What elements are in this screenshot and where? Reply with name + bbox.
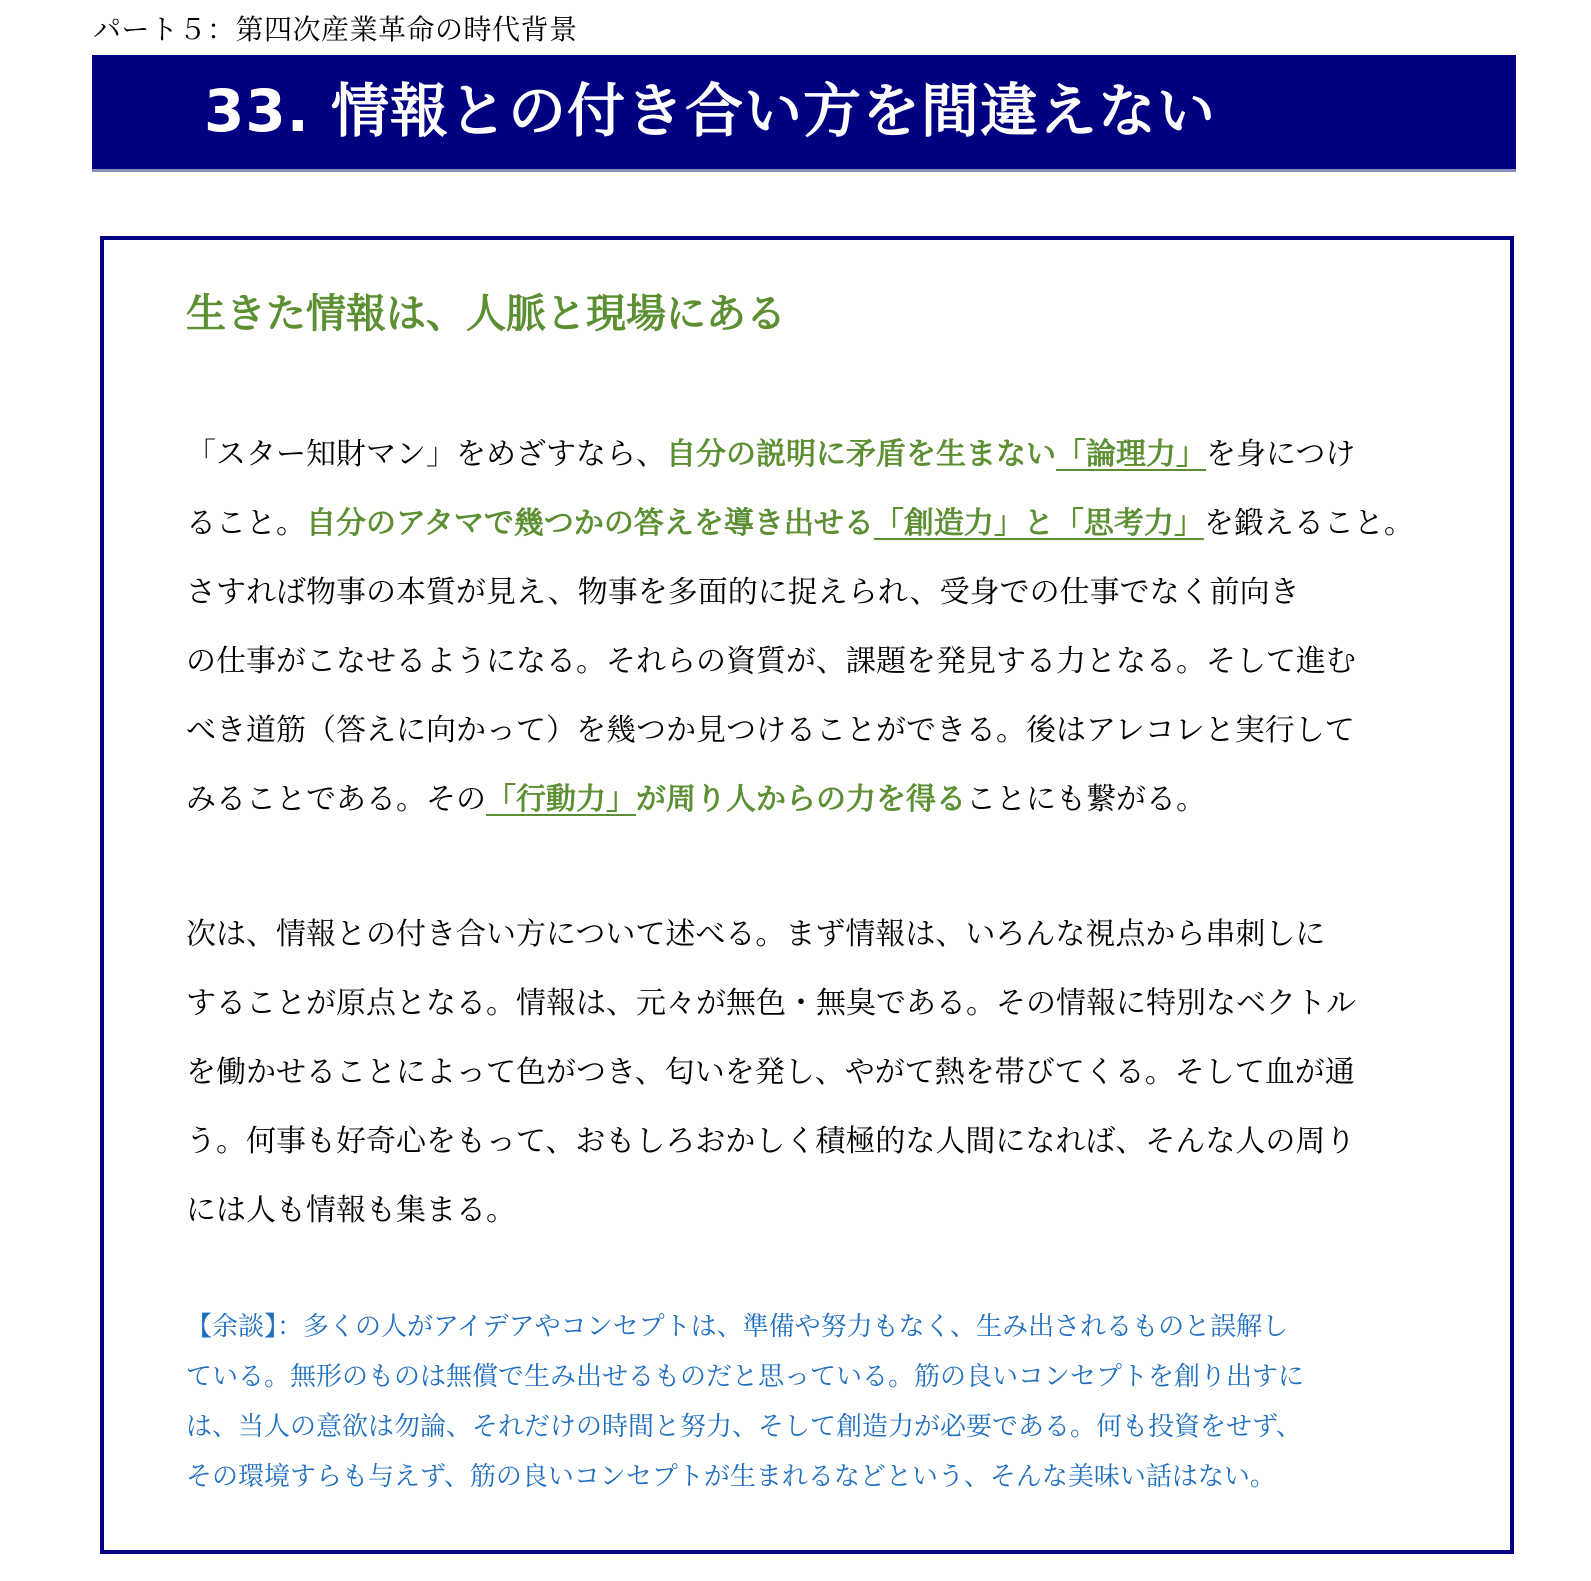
text-span: ことにも繋がる。 [966,782,1206,817]
text-span: みることである。その [186,782,486,817]
paragraph-line [186,420,1416,489]
aside-line: ている。無形のものは無償で生み出せるものだと思っている。筋の良いコンセプトを創り出すに [186,1362,1305,1392]
paragraph-2 [186,900,1416,1245]
paragraph-line: う。何事も好奇心をもって、おもしろおかしく積極的な人間になれば、そんな人の周り [186,1124,1356,1159]
content-box [100,236,1514,1554]
text-span: ること。 [186,506,306,541]
paragraph-line: には人も情報も集まる。 [186,1193,516,1228]
highlight-text: 自分のアタマで幾つかの答えを導き出せる [306,506,874,541]
text-span: を身につけ [1206,437,1356,472]
aside-line: 【余談】：多くの人がアイデアやコンセプトは、準備や努力もなく、生み出されるものと誤解し [186,1312,1289,1342]
part-label: パート５：第四次産業革命の時代背景 [93,13,578,46]
paragraph-line: を働かせることによって色がつき、匂いを発し、やがて熱を帯びてくる。そして血が通 [186,1055,1355,1090]
underlined-keyword: 「行動力」 [486,782,636,817]
title-bar [92,55,1516,172]
underlined-keyword: 「創造力」と「思考力」 [873,506,1204,541]
section-subtitle: 生きた情報は、人脈と現場にある [186,291,786,337]
paragraph-line: さすれば物事の本質が見え、物事を多面的に捉えられ、受身での仕事でなく前向き [186,575,1300,610]
paragraph-line: 次は、情報との付き合い方について述べる。まず情報は、いろんな視点から串刺しに [186,917,1326,952]
text-span: を鍛えること。 [1203,506,1414,541]
aside-line: は、当人の意欲は勿論、それだけの時間と努力、そして創造力が必要である。何も投資をせず、 [186,1412,1302,1442]
paragraph-line [186,765,1416,834]
paragraph-1 [186,420,1416,834]
paragraph-line: の仕事がこなせるようになる。それらの資質が、課題を発見する力となる。そして進む [186,644,1356,679]
aside-line: その環境すらも与えず、筋の良いコンセプトが生まれるなどという、そんな美味い話はない。 [186,1462,1276,1492]
page-title: 33. 情報との付き合い方を間違えない [204,77,1216,145]
highlight-text: が周り人からの力を得る [636,782,966,817]
aside-note [186,1302,1416,1502]
text-span: 「スター知財マン」をめざすなら、 [186,437,666,472]
paragraph-line: することが原点となる。情報は、元々が無色・無臭である。その情報に特別なベクトル [186,986,1356,1021]
paragraph-line: べき道筋（答えに向かって）を幾つか見つけることができる。後はアレコレと実行して [186,713,1355,748]
paragraph-line [186,489,1416,558]
highlight-text: 自分の説明に矛盾を生まない [666,437,1056,472]
underlined-keyword: 「論理力」 [1056,437,1206,472]
